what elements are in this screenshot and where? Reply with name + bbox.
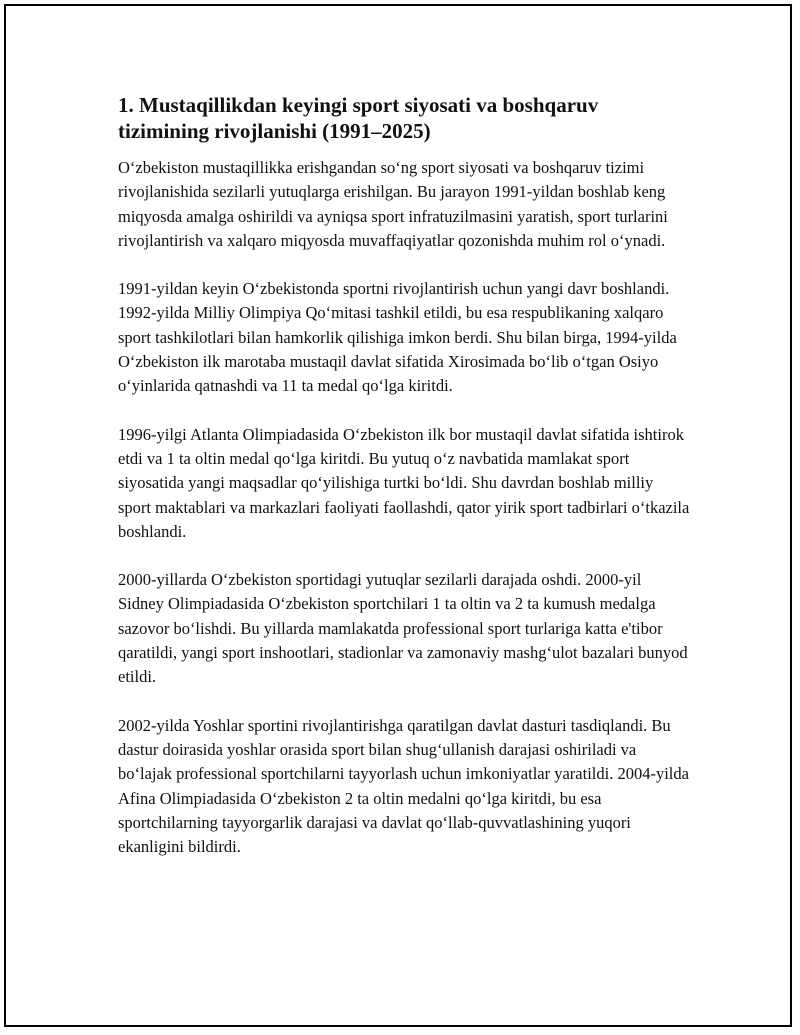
paragraph-4: 2000-yillarda O‘zbekiston sportidagi yutuqlar sezilarli darajada oshdi. 2000-yil Sidney Olimpiadasida O‘zbekiston sportchilari 1 ta oltin va 2 ta kumush medalga sazovor bo‘lishdi. Bu yillarda mamlakatda professional sport turlariga katta e'tibor qaratildi, yangi sport inshootlari, stadionlar va zamonaviy mashg‘ulot bazalari bunyod etildi. bbox=[118, 570, 688, 687]
section-title: 1. Mustaqillikdan keyingi sport siyosati va boshqaruv tizimining rivojlanishi (1991–2025) bbox=[118, 93, 599, 143]
paragraph-2: 1991-yildan keyin O‘zbekistonda sportni rivojlantirish uchun yangi davr boshlandi. 1992-yilda Milliy Olimpiya Qo‘mitasi tashkil etildi, bu esa respublikaning xalqaro sport tashkilotlari bilan hamkorlik qilishiga imkon berdi. Shu bilan birga, 1994-yilda O‘zbekiston ilk marotaba mustaqil davlat sifatida Xirosimada bo‘lib o‘tgan Osiyo o‘yinlarida qatnashdi va 11 ta medal qo‘lga kiritdi. bbox=[118, 279, 677, 396]
paragraph-3: 1996-yilgi Atlanta Olimpiadasida O‘zbekiston ilk bor mustaqil davlat sifatida ishtirok etdi va 1 ta oltin medal qo‘lga kiritdi. Bu yutuq o‘z navbatida mamlakat sport siyosatida yangi maqsadlar qo‘yilishiga turtki bo‘ldi. Shu davrdan boshlab milliy sport maktablari va markazlari faoliyati faollashdi, qator yirik sport tadbirlari o‘tkazila boshlandi. bbox=[118, 424, 690, 541]
paragraph-5: 2002-yilda Yoshlar sportini rivojlantirishga qaratilgan davlat dasturi tasdiqlandi. Bu dastur doirasida yoshlar orasida sport bilan shug‘ullanish darajasi oshiriladi va bo‘lajak professional sportchilarni tayyorlash uchun imkoniyatlar yaratildi. 2004-yilda Afina Olimpiadasida O‘zbekiston 2 ta oltin medalni qo‘lga kiritdi, bu esa sportchilarning tayyorgarlik darajasi va davlat qo‘llab-quvvatlashining yuqori ekanligini bildirdi. bbox=[118, 715, 689, 857]
paragraph-1: O‘zbekiston mustaqillikka erishgandan so‘ng sport siyosati va boshqaruv tizimi rivojlanishida sezilarli yutuqlarga erishilgan. Bu jarayon 1991-yildan boshlab keng miqyosda amalga oshirildi va ayniqsa sport infratuzilmasini yaratish, sport turlarini rivojlantirish va xalqaro miqyosda muvaffaqiyatlar qozonishda muhim rol o‘ynadi. bbox=[118, 158, 668, 250]
document-body bbox=[118, 92, 690, 883]
